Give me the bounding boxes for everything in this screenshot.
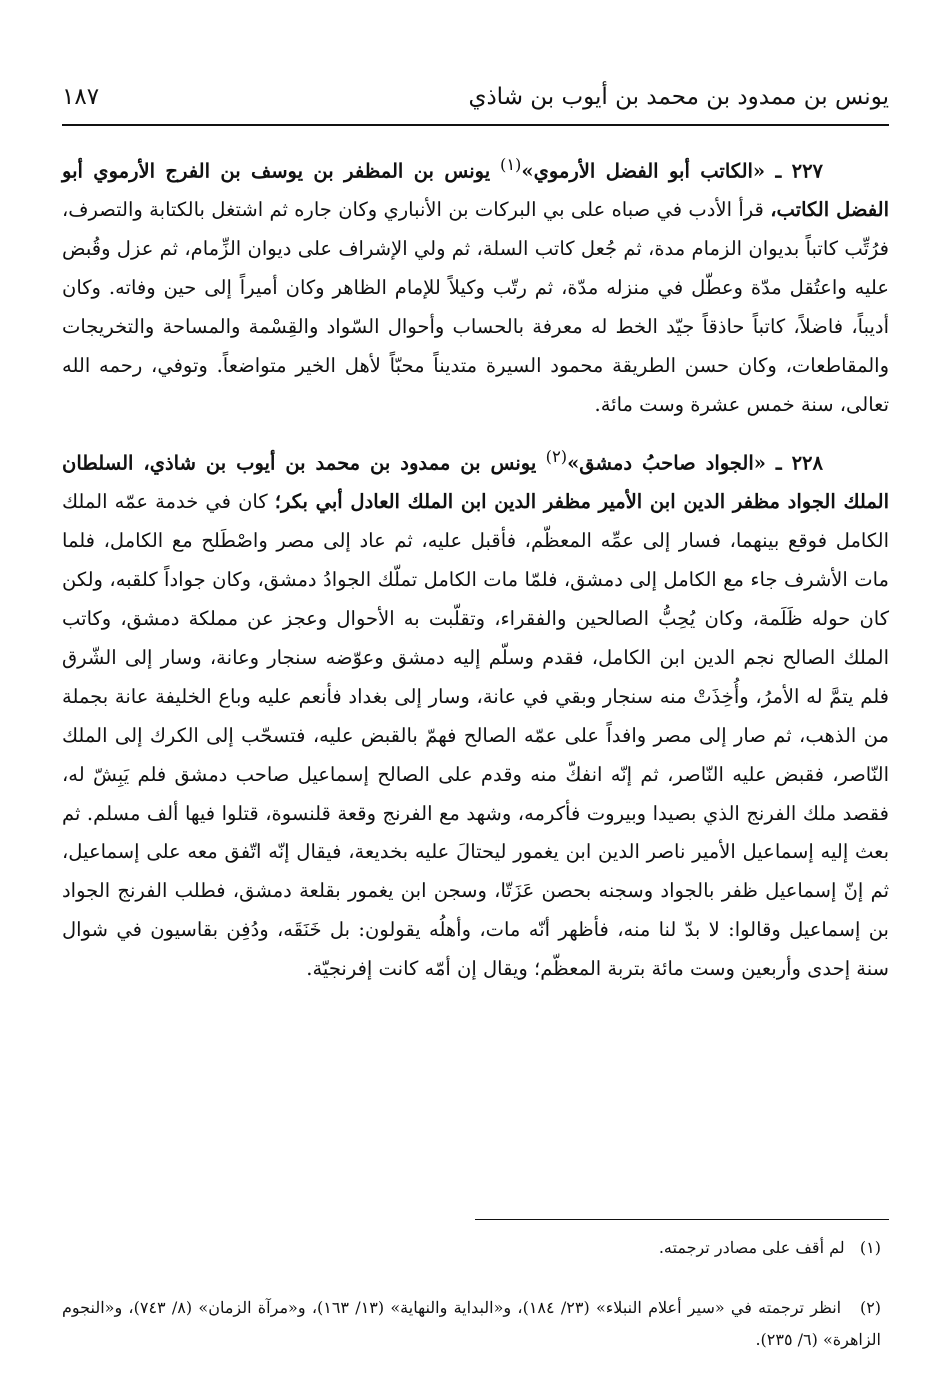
footnote-1	[62, 1232, 889, 1264]
entry-number-and-nickname: ٢٢٧ ـ «الكاتب أبو الفضل الأرموي»	[521, 159, 824, 183]
page-number: ١٨٧	[62, 84, 100, 110]
footnotes	[62, 1232, 889, 1356]
entry-full-name: يونس بن المظفر بن يوسف بن الفرج الأرموي أبو الفضل الكاتب،	[62, 159, 889, 222]
entry-full-name: يونس بن ممدود بن محمد بن أيوب بن شاذي، السلطان الملك الجواد مظفر الدين ابن الأمير مظفر الدين ابن الملك العادل أبي بكر؛	[62, 451, 889, 514]
footnote-separator	[475, 1219, 889, 1220]
running-title: يونس بن ممدود بن محمد بن أيوب بن شاذي	[468, 84, 889, 110]
biography-entry-227	[62, 146, 889, 425]
footnote-reference: (١)	[499, 155, 522, 174]
biography-entry-228	[62, 438, 889, 989]
footnote-marker: (١)	[859, 1238, 881, 1257]
footnote-text: انظر ترجمته في «سير أعلام النبلاء» (٢٣/ ١٨٤)، و«البداية والنهاية» (١٣/ ١٦٣)، و«مرآة الزمان» (٨/ ٧٤٣)، و«النجوم الزاهرة» (٦/ ٢٣٥).	[62, 1298, 881, 1349]
footnote-text: لم أقف على مصادر ترجمته.	[658, 1238, 845, 1257]
page-header	[62, 78, 889, 126]
entry-body-text: قرأ الأدب في صباه على بي البركات بن الأنباري وكان جاره ثم اشتغل بالكتابة والتصرف، فرُتِّب كاتباً بديوان الزمام مدة، ثم جُعل كاتب السلة، ثم ولي الإشراف على ديوان الزِّمام، ثم عزل وقُبض عليه واعتُقل مدّة وعطّل في منزله مدّة، ثم رتّب وكيلاً للإمام الظاهر وكان أميراً إلى حين وفاته. وكان أديباً، فاضلاً، كاتباً حاذقاً جيّد الخط له معرفة بالحساب وأحوال السّواد والقِسْمة والمساحة والتخريجات والمقاطعات، وكان حسن الطريقة محمود السيرة متديناً محبّاً لأهل الخير متواضعاً. وتوفي، رحمه الله تعالى، سنة خمس عشرة وست مائة.	[62, 198, 889, 416]
footnote-reference: (٢)	[545, 446, 568, 466]
footnote-2	[62, 1292, 889, 1356]
main-text	[62, 146, 889, 989]
entry-number-and-nickname: ٢٢٨ ـ «الجواد صاحبُ دمشق»	[567, 451, 823, 475]
footnote-marker: (٢)	[859, 1298, 882, 1317]
entry-body-text: كان في خدمة عمّه الملك الكامل فوقع بينهما، فسار إلى عمِّه المعظّم، فأقبل عليه، ثم عاد إلى مصر واصْطَلح مع الكامل، فلما مات الأشرف جاء مع الكامل إلى دمشق، فلمّا مات الكامل تملّك الجوادُ دمشق، وكان جواداً كلقبه، ولكن كان حوله ظَلَمة، وكان يُحِبُّ الصالحين والفقراء، وتقلّبت به الأحوال وعجز عن مملكة دمشق، وكاتب الملك الصالح نجم الدين ابن الكامل، فقدم وسلّم إليه دمشق وعوّضه سنجار وعانة، وسار إلى الشّرق فلم يتمَّ له الأمرُ، وأُخِذَتْ منه سنجار وبقي في عانة، وسار إلى بغداد فأنعم عليه وباع الخليفة عانة بجملة من الذهب، ثم صار إلى مصر وافداً على عمّه الصالح فهمّ بالقبض عليه، فتسحّب إلى الكرك إلى الملك النّاصر، فقبض عليه النّاصر، ثم إنّه انفكّ منه وقدم على الصالح إسماعيل صاحب دمشق فلم يَبِشّ له، فقصد ملك الفرنج الذي بصيدا وبيروت فأكرمه، وشهد مع الفرنج وقعة قلنسوة، قتلوا فيها ألف مسلم. ثم بعث إليه إسماعيل الأمير ناصر الدين ابن يغمور ليحتالَ عليه بخديعة، فيقال إنّه اتّفق معه على إسماعيل، ثم إنّ إسماعيل ظفر بالجواد وسجنه بحصن عَزَتّا، وسجن ابن يغمور بقلعة دمشق، فطلب الفرنج الجواد بن إسماعيل وقالوا: لا بدّ لنا منه، فأظهر أنّه مات، وأهلُه يقولون: بل خَنَقَه، ودُفِن بقاسيون في شوال سنة إحدى وأربعين وست مائة بتربة المعظّم؛ ويقال إن أمّه كانت إفرنجيّة.	[62, 490, 889, 981]
